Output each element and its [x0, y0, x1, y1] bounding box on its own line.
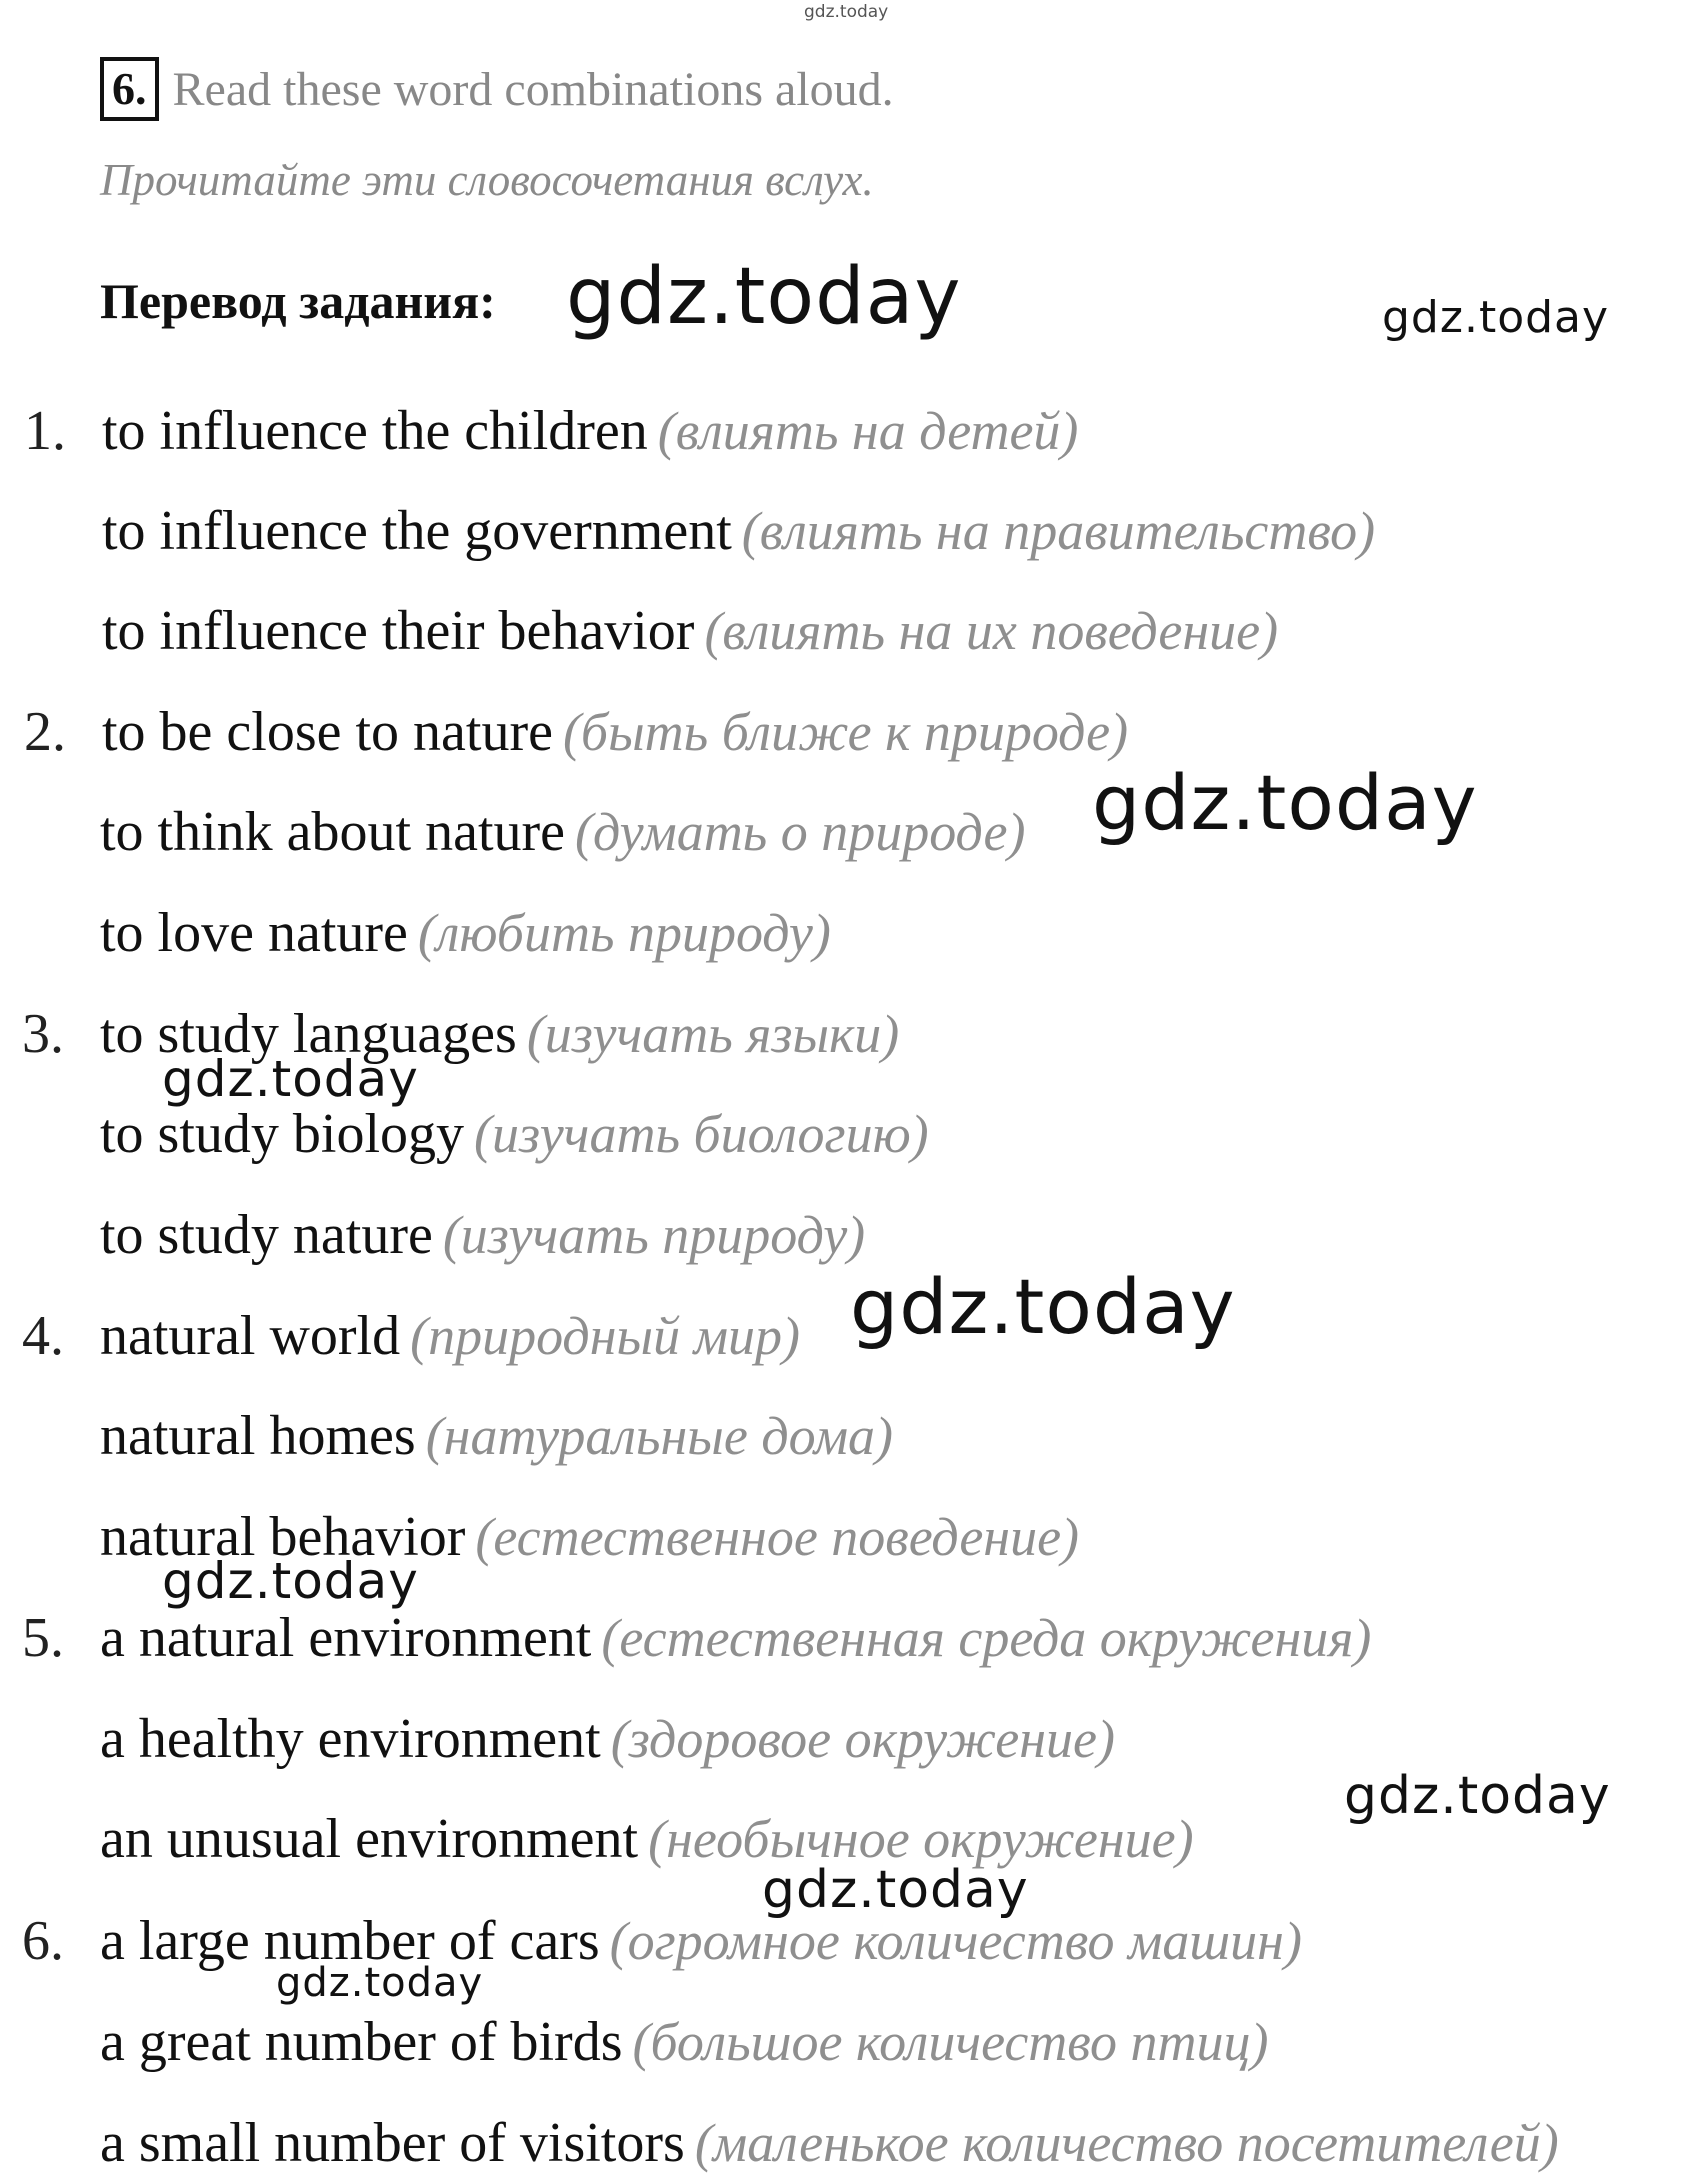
phrase-ru: (естественная среда окружения) — [601, 1608, 1372, 1668]
list-item — [22, 1301, 801, 1371]
list-item — [24, 697, 1129, 767]
phrase-ru: (влиять на правительство) — [741, 501, 1376, 561]
phrase-en: to be close to nature — [102, 701, 553, 763]
phrase-en: a large number of cars — [100, 1910, 600, 1972]
phrase-en: natural world — [100, 1305, 401, 1367]
phrase-en: to study biology — [100, 1103, 465, 1165]
phrase-ru: (любить природу) — [417, 903, 831, 963]
list-item — [100, 1099, 929, 1169]
watermark: gdz.today — [1092, 758, 1478, 847]
watermark: gdz.today — [162, 1050, 419, 1108]
task-instruction-ru: Прочитайте эти словосочетания вслух. — [100, 155, 874, 205]
phrase-en: to study nature — [100, 1204, 433, 1266]
list-item — [100, 2108, 1559, 2178]
group-number: 2. — [24, 701, 66, 763]
phrase-en: a great number of birds — [100, 2011, 623, 2073]
watermark: gdz.today — [1344, 1766, 1611, 1826]
list-item — [22, 999, 900, 1069]
phrase-en: to influence their behavior — [102, 600, 695, 662]
phrase-ru: (огромное количество машин) — [609, 1911, 1302, 1971]
phrase-en: a healthy environment — [100, 1708, 601, 1770]
watermark: gdz.today — [762, 1860, 1029, 1920]
task-instruction: Read these word combinations aloud. — [172, 62, 894, 116]
watermark: gdz.today — [162, 1552, 419, 1610]
watermark-small: gdz.today — [804, 2, 889, 22]
list-item — [100, 898, 831, 968]
list-item — [100, 1401, 893, 1471]
phrase-en: to influence the government — [102, 500, 732, 562]
phrase-en: an unusual environment — [100, 1808, 639, 1870]
group-number: 6. — [22, 1910, 64, 1972]
phrase-ru: (влиять на детей) — [657, 401, 1079, 461]
task-number: 6. — [100, 57, 159, 121]
watermark: gdz.today — [1382, 292, 1610, 343]
task-header — [100, 54, 894, 124]
phrase-ru: (изучать природу) — [442, 1205, 866, 1265]
list-item — [100, 2007, 1269, 2077]
group-number: 3. — [22, 1003, 64, 1065]
phrase-ru: (здоровое окружение) — [610, 1709, 1115, 1769]
phrase-en: a natural environment — [100, 1607, 592, 1669]
phrase-ru: (природный мир) — [410, 1306, 801, 1366]
phrase-en: natural homes — [100, 1405, 416, 1467]
list-item — [100, 1200, 865, 1270]
list-item — [102, 496, 1375, 566]
phrase-ru: (натуральные дома) — [425, 1406, 894, 1466]
list-item — [22, 1906, 1302, 1976]
group-number: 4. — [22, 1305, 64, 1367]
phrase-ru: (изучать биологию) — [474, 1104, 929, 1164]
phrase-en: to influence the children — [102, 400, 648, 462]
phrase-en: natural behavior — [100, 1506, 466, 1568]
phrase-en: a small number of visitors — [100, 2112, 685, 2174]
list-item — [22, 1603, 1372, 1673]
list-item — [24, 396, 1079, 466]
list-item — [100, 1704, 1115, 1774]
list-item — [100, 1502, 1079, 1572]
phrase-ru: (влиять на их поведение) — [704, 601, 1279, 661]
list-item — [100, 1804, 1194, 1874]
phrase-ru: (естественное поведение) — [475, 1507, 1080, 1567]
phrase-ru: (большое количество птиц) — [632, 2012, 1269, 2072]
group-number: 1. — [24, 400, 66, 462]
watermark: gdz.today — [850, 1262, 1236, 1351]
phrase-ru: (думать о природе) — [575, 802, 1026, 862]
list-item — [102, 596, 1278, 666]
phrase-en: to think about nature — [100, 801, 566, 863]
watermark: gdz.today — [566, 252, 962, 342]
phrase-ru: (быть ближе к природе) — [562, 702, 1129, 762]
phrase-ru: (необычное окружение) — [648, 1809, 1194, 1869]
phrase-en: to love nature — [100, 902, 408, 964]
group-number: 5. — [22, 1607, 64, 1669]
phrase-en: to study languages — [100, 1003, 517, 1065]
translation-heading: Перевод задания: — [100, 273, 496, 329]
phrase-ru: (изучать языки) — [526, 1004, 900, 1064]
phrase-ru: (маленькое количество посетителей) — [694, 2113, 1559, 2173]
list-item — [100, 797, 1025, 867]
watermark: gdz.today — [276, 1960, 484, 2006]
